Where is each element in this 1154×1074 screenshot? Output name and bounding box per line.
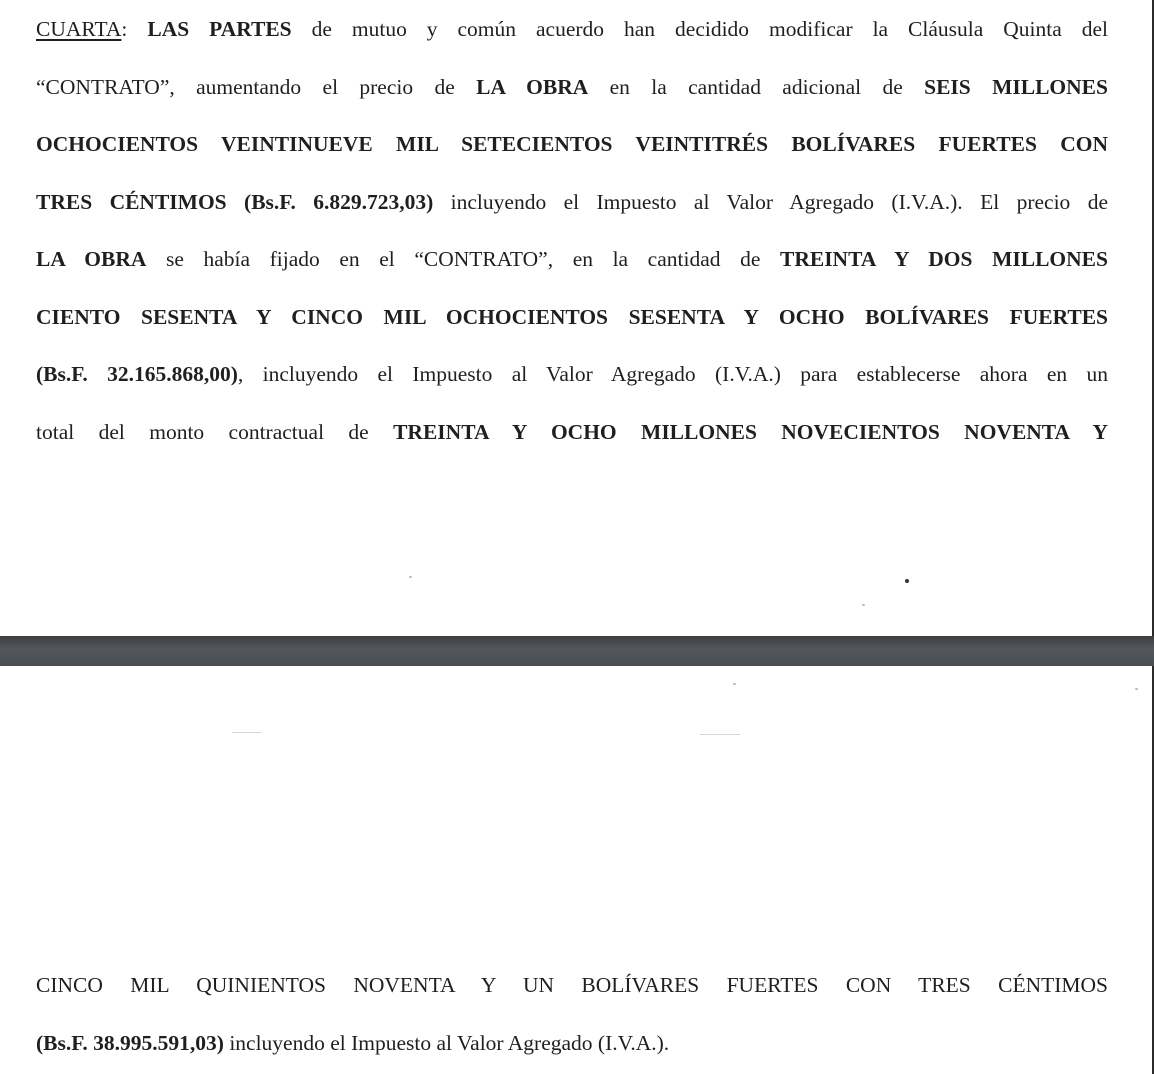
line2-text-b: en la cantidad adicional de bbox=[588, 75, 925, 99]
text-line-10 bbox=[36, 1029, 1108, 1057]
line2-bold-a: LA OBRA bbox=[476, 75, 589, 99]
document-page-bottom bbox=[0, 666, 1154, 1074]
clause-label: CUARTA bbox=[36, 17, 122, 41]
text-line-2 bbox=[36, 73, 1108, 101]
text-line-7 bbox=[36, 360, 1108, 388]
line6-bold: CIENTO SESENTA Y CINCO MIL OCHOCIENTOS SESENTA Y OCHO BOLÍVARES FUERTES bbox=[36, 305, 1108, 329]
line5-bold-a: LA OBRA bbox=[36, 247, 147, 271]
line2-text-a: “CONTRATO”, aumentando el precio de bbox=[36, 75, 477, 99]
text-line-1 bbox=[36, 15, 1108, 43]
line3-bold: OCHOCIENTOS VEINTINUEVE MIL SETECIENTOS VEINTITRÉS BOLÍVARES FUERTES CON bbox=[36, 132, 1108, 156]
line1-text: de mutuo y común acuerdo han decidido modificar la Cláusula Quinta del bbox=[291, 17, 1109, 41]
scan-speck bbox=[700, 734, 740, 735]
line7-bold: (Bs.F. 32.165.868,00) bbox=[36, 362, 238, 386]
text-line-8 bbox=[36, 418, 1108, 446]
line8-bold: TREINTA Y OCHO MILLONES NOVECIENTOS NOVENTA Y bbox=[393, 420, 1108, 444]
text-line-6 bbox=[36, 303, 1108, 331]
line2-bold-b: SEIS MILLONES bbox=[924, 75, 1108, 99]
text-line-3 bbox=[36, 130, 1108, 158]
clause-colon: : bbox=[121, 17, 128, 41]
line10-text: incluyendo el Impuesto al Valor Agregado (I.V.A.). bbox=[223, 1031, 670, 1055]
text-line-9 bbox=[36, 971, 1108, 999]
line5-text: se había fijado en el “CONTRATO”, en la cantidad de bbox=[146, 247, 780, 271]
line5-bold-b: TREINTA Y DOS MILLONES bbox=[779, 247, 1108, 271]
scan-speck bbox=[232, 732, 262, 733]
line4-text: incluyendo el Impuesto al Valor Agregado (I.V.A.). El precio de bbox=[433, 190, 1108, 214]
page-gap bbox=[0, 636, 1154, 666]
text-line-5 bbox=[36, 245, 1108, 273]
parties-bold: LAS PARTES bbox=[147, 17, 292, 41]
line8-text: total del monto contractual de bbox=[36, 420, 394, 444]
line9-text: CINCO MIL QUINIENTOS NOVENTA Y UN BOLÍVARES FUERTES CON TRES CÉNTIMOS bbox=[36, 973, 1108, 997]
scan-speck bbox=[905, 579, 909, 583]
text-line-4 bbox=[36, 188, 1108, 216]
scan-speck bbox=[733, 683, 736, 685]
line4-bold: TRES CÉNTIMOS (Bs.F. 6.829.723,03) bbox=[36, 190, 434, 214]
line7-text: , incluyendo el Impuesto al Valor Agregado (I.V.A.) para establecerse ahora en un bbox=[237, 362, 1108, 386]
scan-speck bbox=[1135, 688, 1138, 690]
scan-speck bbox=[862, 604, 865, 606]
line10-bold: (Bs.F. 38.995.591,03) bbox=[36, 1031, 224, 1055]
scan-speck bbox=[409, 576, 412, 578]
